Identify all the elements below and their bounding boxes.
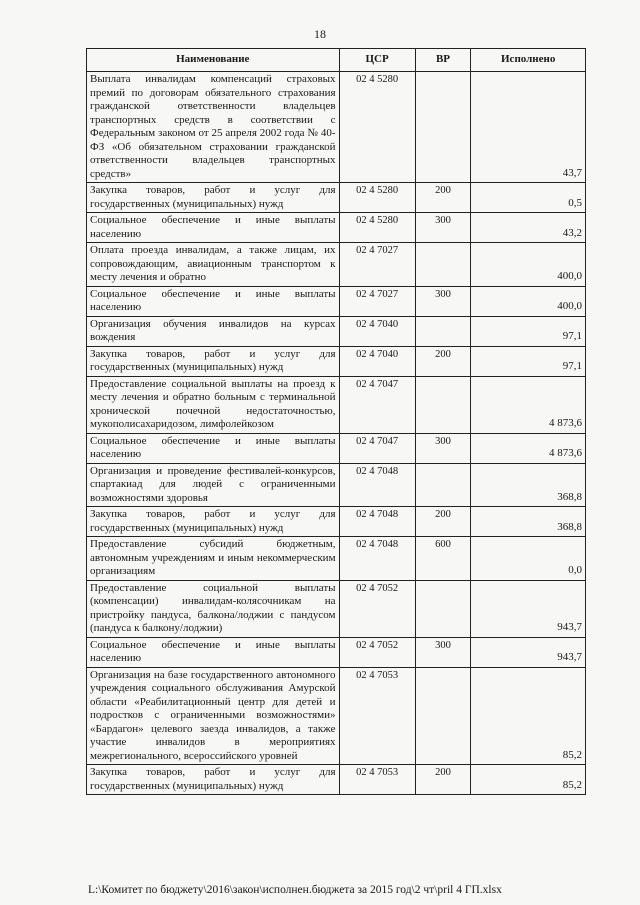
header-amount: Исполнено (471, 49, 586, 72)
header-vr: ВР (415, 49, 471, 72)
table-row (87, 213, 586, 243)
row-amount-value: 368,8 (557, 520, 582, 533)
row-name-cell: Выплата инвалидам компенсаций страховых премий по договорам обязательного страхования гражданской ответственности владельцев транспортных средств в соответствии с Федеральным законом от 25 апреля 2002 года № 40-ФЗ «Об обязательном страховании гражданской ответственности владельцев транспортных средств» (87, 72, 340, 183)
row-amount-cell (471, 580, 586, 637)
row-csr-cell: 02 4 7053 (339, 765, 415, 795)
row-amount-value: 85,2 (562, 748, 582, 761)
row-amount-value: 0,5 (568, 196, 582, 209)
row-amount-cell (471, 316, 586, 346)
row-vr-cell: 200 (415, 765, 471, 795)
table-row (87, 286, 586, 316)
row-csr-cell: 02 4 7047 (339, 433, 415, 463)
table-header-row (87, 49, 586, 72)
row-amount-value: 4 873,6 (549, 447, 582, 459)
row-vr-cell (415, 243, 471, 287)
row-vr-cell: 200 (415, 183, 471, 213)
row-name-cell: Социальное обеспечение и иные выплаты населению (87, 286, 340, 316)
table-row (87, 765, 586, 795)
row-amount-value: 0,0 (568, 564, 582, 576)
row-csr-cell: 02 4 7052 (339, 637, 415, 667)
row-name-cell: Организация и проведение фестивалей-конкурсов, спартакиад для людей с ограниченными возможностями здоровья (87, 463, 340, 507)
footer-file-path: L:\Комитет по бюджету\2016\закон\исполнен.бюджета за 2015 год\2 чт\pril 4 ГП.xlsx (88, 884, 502, 896)
row-name-cell: Предоставление социальной выплаты (компенсации) инвалидам-колясочникам на пристройку пандуса, балкона/лоджии с пандусом (пандуса к балкону/лоджии) (87, 580, 340, 637)
table-row (87, 243, 586, 287)
row-name-cell: Предоставление социальной выплаты на проезд к месту лечения и обратно больным с терминальной хронической почечной недостаточностью, мукополисахаридозом, лимфолейкозом (87, 376, 340, 433)
row-csr-cell: 02 4 7040 (339, 346, 415, 376)
row-vr-cell: 300 (415, 433, 471, 463)
row-vr-cell (415, 376, 471, 433)
row-amount-value: 368,8 (557, 490, 582, 503)
row-amount-cell (471, 243, 586, 287)
row-amount-cell (471, 537, 586, 581)
row-csr-cell: 02 4 5280 (339, 72, 415, 183)
row-amount-value: 943,7 (557, 651, 582, 663)
table-row (87, 507, 586, 537)
row-amount-cell (471, 346, 586, 376)
table-row (87, 637, 586, 667)
row-vr-cell (415, 580, 471, 637)
row-amount-cell (471, 213, 586, 243)
row-amount-value: 97,1 (562, 330, 582, 342)
row-amount-cell (471, 637, 586, 667)
row-amount-value: 43,7 (562, 166, 582, 179)
row-amount-value: 43,2 (562, 226, 582, 239)
row-amount-cell (471, 765, 586, 795)
table-row (87, 433, 586, 463)
row-csr-cell: 02 4 7027 (339, 243, 415, 287)
row-amount-value: 85,2 (562, 778, 582, 791)
row-amount-cell (471, 376, 586, 433)
row-name-cell: Закупка товаров, работ и услуг для государственных (муниципальных) нужд (87, 183, 340, 213)
page-number: 18 (314, 27, 326, 41)
row-csr-cell: 02 4 7048 (339, 507, 415, 537)
row-amount-cell (471, 286, 586, 316)
row-vr-cell: 300 (415, 637, 471, 667)
row-vr-cell (415, 316, 471, 346)
row-vr-cell: 600 (415, 537, 471, 581)
row-csr-cell: 02 4 7040 (339, 316, 415, 346)
row-csr-cell: 02 4 7053 (339, 667, 415, 765)
table-row (87, 463, 586, 507)
row-amount-value: 943,7 (557, 621, 582, 633)
row-vr-cell (415, 72, 471, 183)
table-row (87, 580, 586, 637)
row-name-cell: Закупка товаров, работ и услуг для государственных (муниципальных) нужд (87, 765, 340, 795)
row-amount-cell (471, 463, 586, 507)
row-vr-cell: 300 (415, 286, 471, 316)
table-row (87, 667, 586, 765)
row-amount-value: 400,0 (557, 270, 582, 282)
row-name-cell: Социальное обеспечение и иные выплаты населению (87, 637, 340, 667)
row-csr-cell: 02 4 5280 (339, 183, 415, 213)
row-name-cell: Социальное обеспечение и иные выплаты населению (87, 433, 340, 463)
row-csr-cell: 02 4 7048 (339, 463, 415, 507)
row-name-cell: Закупка товаров, работ и услуг для государственных (муниципальных) нужд (87, 507, 340, 537)
table-row (87, 346, 586, 376)
budget-execution-table (86, 48, 586, 795)
row-amount-cell (471, 507, 586, 537)
header-name: Наименование (87, 49, 340, 72)
row-name-cell: Организация на базе государственного автономного учреждения социального обслуживания Амурской области «Реабилитационный центр для детей и подростков с ограниченными возможностями» «Бардагон» целевого заезда инвалидов, а также участие инвалидов в мероприятиях межрегионального, всероссийского уровней (87, 667, 340, 765)
row-name-cell: Оплата проезда инвалидам, а также лицам, их сопровождающим, авиационным транспортом к месту лечения и обратно (87, 243, 340, 287)
row-amount-cell (471, 183, 586, 213)
row-name-cell: Организация обучения инвалидов на курсах вождения (87, 316, 340, 346)
row-csr-cell: 02 4 5280 (339, 213, 415, 243)
row-name-cell: Предоставление субсидий бюджетным, автономным учреждениям и иным некоммерческим организациям (87, 537, 340, 581)
row-name-cell: Социальное обеспечение и иные выплаты населению (87, 213, 340, 243)
row-amount-value: 400,0 (557, 300, 582, 312)
row-csr-cell: 02 4 7048 (339, 537, 415, 581)
row-csr-cell: 02 4 7052 (339, 580, 415, 637)
row-vr-cell: 200 (415, 346, 471, 376)
table-row (87, 316, 586, 346)
table-row (87, 183, 586, 213)
header-csr: ЦСР (339, 49, 415, 72)
row-vr-cell (415, 667, 471, 765)
row-amount-cell (471, 433, 586, 463)
table-row (87, 72, 586, 183)
table-row (87, 537, 586, 581)
row-vr-cell: 200 (415, 507, 471, 537)
row-amount-value: 97,1 (562, 360, 582, 372)
table-row (87, 376, 586, 433)
row-vr-cell (415, 463, 471, 507)
row-vr-cell: 300 (415, 213, 471, 243)
row-amount-cell (471, 667, 586, 765)
row-amount-cell (471, 72, 586, 183)
row-name-cell: Закупка товаров, работ и услуг для государственных (муниципальных) нужд (87, 346, 340, 376)
row-csr-cell: 02 4 7047 (339, 376, 415, 433)
row-amount-value: 4 873,6 (549, 417, 582, 429)
row-csr-cell: 02 4 7027 (339, 286, 415, 316)
